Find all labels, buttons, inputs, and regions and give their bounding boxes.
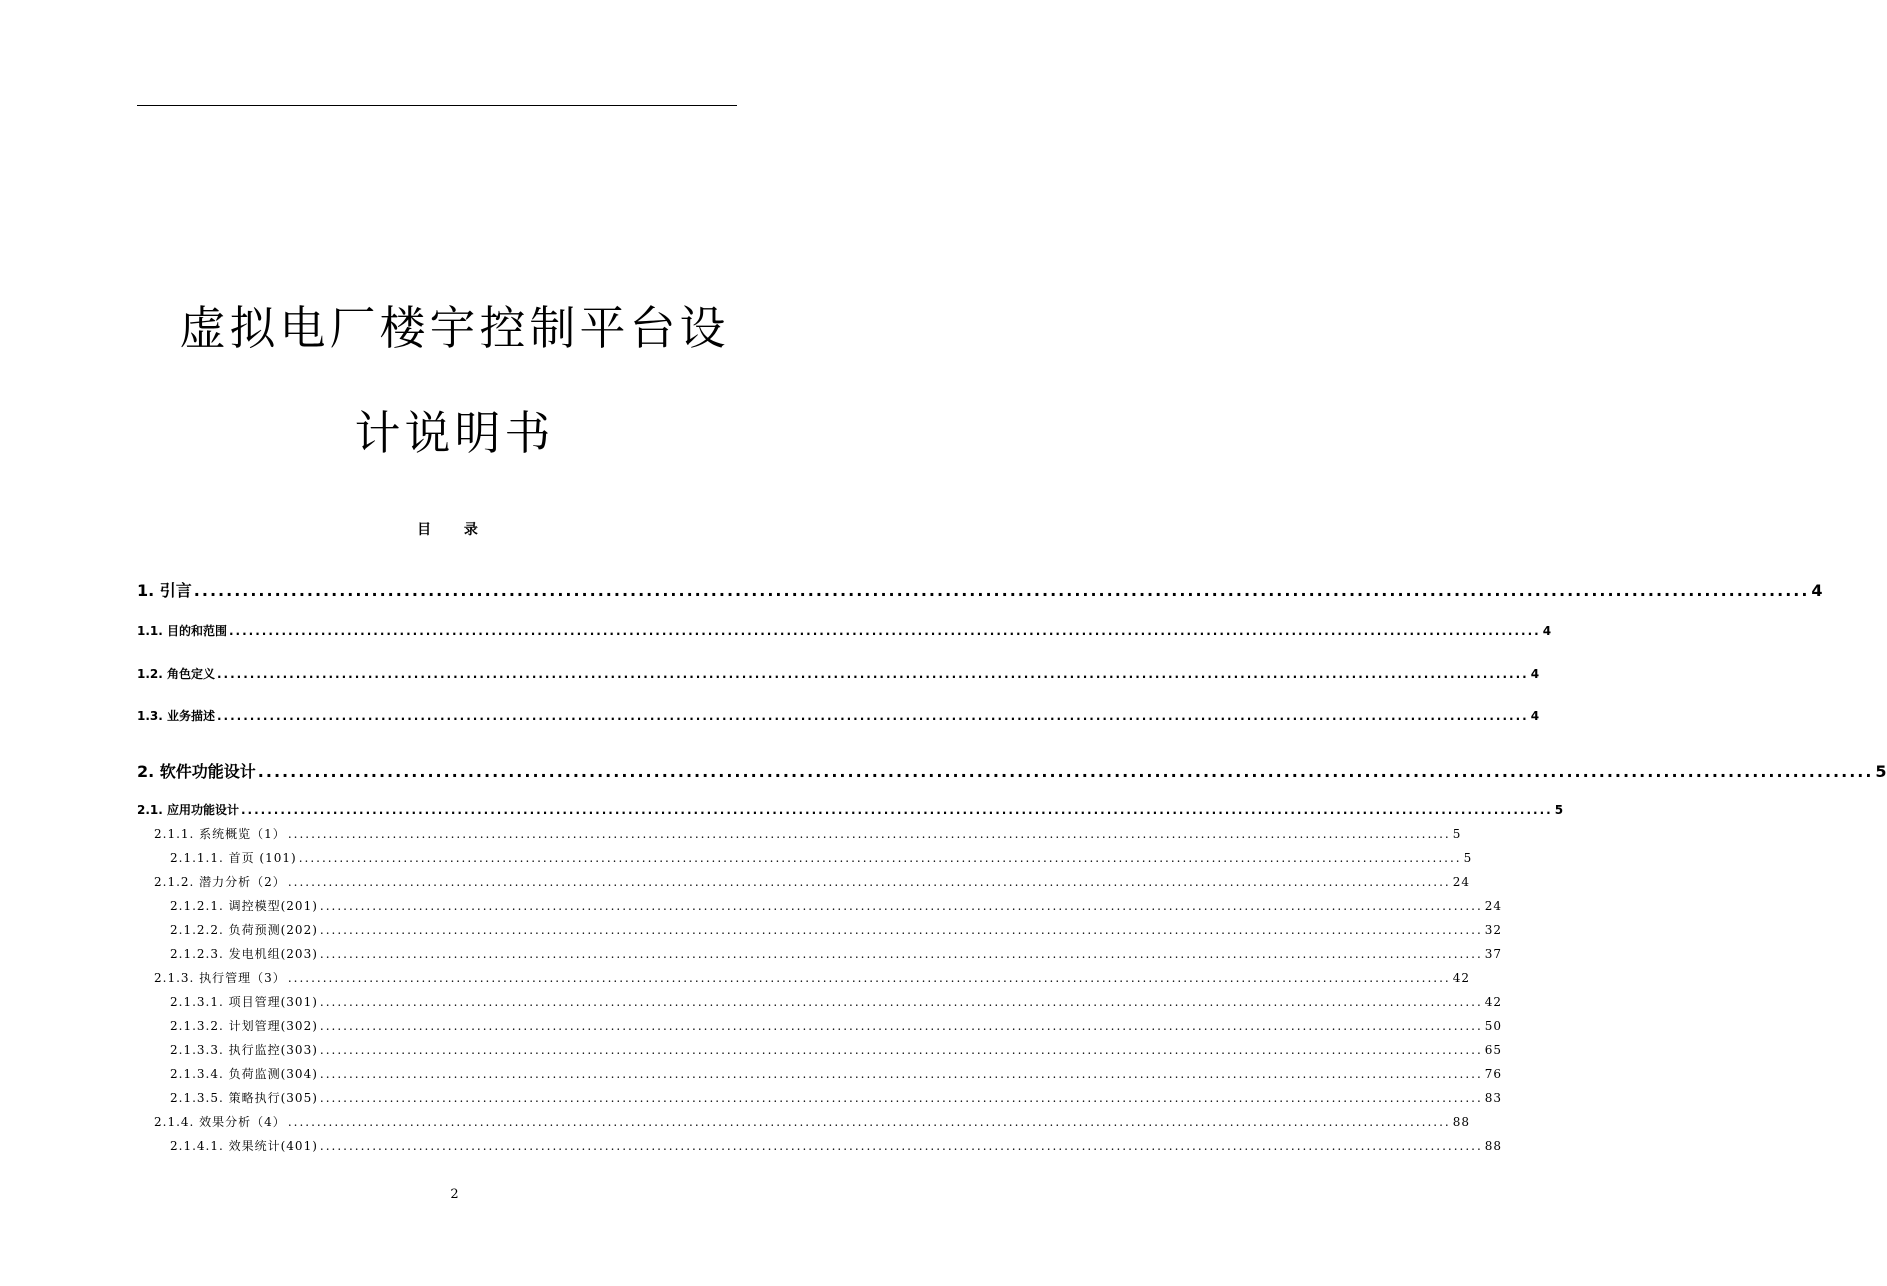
toc-entry-page: 5: [1463, 851, 1473, 865]
toc-entry-page: 88: [1452, 1115, 1470, 1129]
toc-dot-leader: ........................................................................................................................................................................................................: [319, 923, 1483, 937]
toc-entry-label: 2.1. 应用功能设计: [137, 803, 239, 817]
toc-dot-leader: ........................................................................................................................................................................................................: [241, 803, 1553, 817]
toc-entry-page: 32: [1484, 923, 1503, 937]
toc-entry-page: 83: [1484, 1091, 1503, 1105]
toc-entry[interactable]: [170, 1065, 1503, 1082]
toc-entry-page: 42: [1452, 971, 1470, 985]
document-title-line-2: 计说明书: [354, 406, 555, 460]
toc-dot-leader: ........................................................................................................................................................................................................: [229, 624, 1541, 638]
toc-dot-leader: ........................................................................................................................................................................................................: [217, 667, 1529, 681]
toc-entry-label: 1.1. 目的和范围: [137, 624, 227, 638]
toc-dot-leader: ........................................................................................................................................................................................................: [319, 1091, 1483, 1105]
toc-entry-label: 2.1.2. 潜力分析（2）: [154, 875, 286, 889]
toc-dot-leader: ........................................................................................................................................................................................................: [298, 851, 1462, 865]
toc-dot-leader: ........................................................................................................................................................................................................: [319, 1067, 1483, 1081]
toc-entry[interactable]: [137, 622, 1552, 639]
toc-dot-leader: ........................................................................................................................................................................................................: [287, 1115, 1451, 1129]
toc-entry-page: 50: [1484, 1019, 1503, 1033]
toc-entry[interactable]: [154, 873, 1470, 890]
toc-entry-page: 24: [1484, 899, 1503, 913]
toc-entry-page: 5: [1554, 803, 1564, 817]
toc-dot-leader: ........................................................................................................................................................................................................: [319, 1043, 1483, 1057]
toc-entry-label: 1.3. 业务描述: [137, 709, 215, 723]
toc-entry[interactable]: [170, 897, 1503, 914]
toc-dot-leader: ........................................................................................................................................................................................................: [319, 899, 1483, 913]
toc-entry-label: 2.1.2.1. 调控模型(201): [170, 899, 318, 913]
toc-dot-leader: ........................................................................................................................................................................................................: [287, 875, 1451, 889]
toc-entry[interactable]: [154, 1113, 1470, 1130]
toc-dot-leader: ........................................................................................................................................................................................................: [319, 1019, 1483, 1033]
toc-entry-label: 2.1.2.2. 负荷预测(202): [170, 923, 318, 937]
toc-dot-leader: ........................................................................................................................................................................................................: [193, 581, 1810, 600]
toc-entry-page: 4: [1530, 667, 1540, 681]
toc-entry-page: 65: [1484, 1043, 1503, 1057]
toc-entry[interactable]: [137, 707, 1540, 724]
toc-entry[interactable]: [154, 969, 1470, 986]
toc-dot-leader: ........................................................................................................................................................................................................: [257, 762, 1874, 781]
toc-entry-label: 2.1.3. 执行管理（3）: [154, 971, 286, 985]
toc-dot-leader: ........................................................................................................................................................................................................: [217, 709, 1529, 723]
toc-entry-page: 88: [1484, 1139, 1503, 1153]
toc-entry[interactable]: [170, 1017, 1503, 1034]
toc-entry-label: 2.1.4. 效果分析（4）: [154, 1115, 286, 1129]
toc-entry-page: 24: [1452, 875, 1470, 889]
toc-entry[interactable]: [170, 1137, 1503, 1154]
toc-entry[interactable]: [170, 1089, 1503, 1106]
toc-entry-label: 2. 软件功能设计: [137, 762, 256, 781]
toc-entry[interactable]: [170, 993, 1503, 1010]
toc-entry-label: 2.1.4.1. 效果统计(401): [170, 1139, 318, 1153]
toc-entry-page: 5: [1452, 827, 1462, 841]
header-rule: [137, 105, 737, 106]
toc-entry-page: 4: [1530, 709, 1540, 723]
document-title-line-1: 虚拟电厂楼宇控制平台设: [179, 301, 730, 355]
toc-entry[interactable]: [170, 849, 1473, 866]
toc-entry[interactable]: [170, 1041, 1503, 1058]
toc-entry-page: 4: [1542, 624, 1552, 638]
toc-dot-leader: ........................................................................................................................................................................................................: [287, 971, 1451, 985]
toc-entry[interactable]: [170, 921, 1503, 938]
toc-entry-label: 2.1.3.5. 策略执行(305): [170, 1091, 318, 1105]
toc-entry-page: 37: [1484, 947, 1503, 961]
toc-entry-page: 5: [1875, 762, 1887, 781]
page-number: 2: [450, 1187, 459, 1202]
toc-dot-leader: ........................................................................................................................................................................................................: [319, 947, 1483, 961]
toc-entry-label: 2.1.3.1. 项目管理(301): [170, 995, 318, 1009]
toc-entry[interactable]: [137, 578, 1823, 601]
toc-entry-label: 2.1.1.1. 首页 (101): [170, 851, 297, 865]
toc-entry-page: 42: [1484, 995, 1503, 1009]
toc-entry-label: 2.1.3.3. 执行监控(303): [170, 1043, 318, 1057]
toc-entry-page: 76: [1484, 1067, 1503, 1081]
toc-entry[interactable]: [137, 801, 1564, 818]
toc-dot-leader: ........................................................................................................................................................................................................: [319, 995, 1483, 1009]
toc-entry-label: 1. 引言: [137, 581, 192, 600]
toc-entry[interactable]: [137, 759, 1887, 782]
toc-dot-leader: ........................................................................................................................................................................................................: [287, 827, 1451, 841]
toc-entry-label: 1.2. 角色定义: [137, 667, 215, 681]
toc-heading: 目 录: [417, 522, 492, 538]
toc-entry-label: 2.1.2.3. 发电机组(203): [170, 947, 318, 961]
toc-entry-label: 2.1.3.4. 负荷监测(304): [170, 1067, 318, 1081]
toc-entry[interactable]: [154, 825, 1462, 842]
toc-entry-label: 2.1.3.2. 计划管理(302): [170, 1019, 318, 1033]
toc-entry[interactable]: [170, 945, 1503, 962]
toc-entry[interactable]: [137, 665, 1540, 682]
toc-dot-leader: ........................................................................................................................................................................................................: [319, 1139, 1483, 1153]
toc-entry-label: 2.1.1. 系统概览（1）: [154, 827, 286, 841]
toc-entry-page: 4: [1811, 581, 1823, 600]
